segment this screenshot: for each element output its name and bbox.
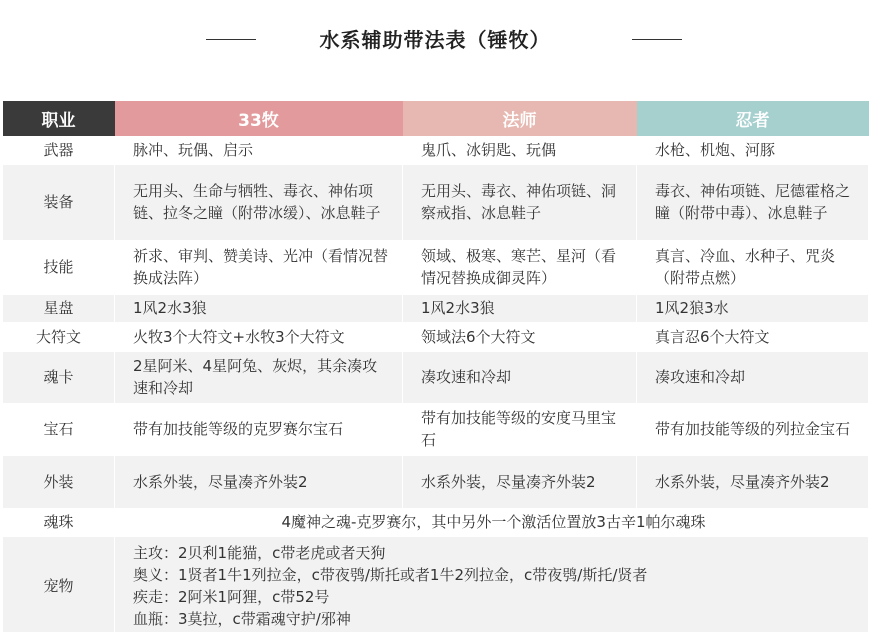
pet-line-potion: 血瓶：3莫拉，c带霜魂守护/邪神 bbox=[133, 610, 351, 628]
row-label: 武器 bbox=[3, 136, 115, 164]
table-row bbox=[3, 164, 869, 240]
table-row bbox=[3, 240, 869, 294]
header-mage: 法师 bbox=[403, 101, 637, 136]
row-label: 星盘 bbox=[3, 294, 115, 322]
title-area bbox=[0, 18, 870, 58]
table-row bbox=[3, 136, 869, 164]
cell-ninja: 毒衣、神佑项链、尼德霍格之瞳（附带中毒）、冰息鞋子 bbox=[637, 164, 869, 240]
cell-ninja: 1风2狼3水 bbox=[637, 294, 869, 322]
header-priest: 33牧 bbox=[115, 101, 403, 136]
row-label: 装备 bbox=[3, 164, 115, 240]
cell-ninja: 水枪、机炮、河豚 bbox=[637, 136, 869, 164]
table-row bbox=[3, 536, 869, 632]
soul-orb-cell: 4魔神之魂-克罗赛尔，其中另外一个激活位置放3古辛1帕尔魂珠 bbox=[115, 508, 869, 536]
cell-priest: 带有加技能等级的克罗赛尔宝石 bbox=[115, 403, 403, 455]
row-label: 外装 bbox=[3, 455, 115, 508]
title-divider-right bbox=[632, 39, 682, 40]
table-row bbox=[3, 455, 869, 508]
table-header-row bbox=[3, 101, 869, 136]
pet-line-main-attack: 主攻：2贝利1能猫，c带老虎或者天狗 bbox=[133, 544, 386, 562]
header-ninja: 忍者 bbox=[637, 101, 869, 136]
cell-mage: 鬼爪、冰钥匙、玩偶 bbox=[403, 136, 637, 164]
loadout-table bbox=[2, 101, 869, 632]
cell-priest: 脉冲、玩偶、启示 bbox=[115, 136, 403, 164]
cell-mage: 领域、极寒、寒芒、星河（看情况替换成御灵阵） bbox=[403, 240, 637, 294]
cell-ninja: 带有加技能等级的列拉金宝石 bbox=[637, 403, 869, 455]
row-label: 宝石 bbox=[3, 403, 115, 455]
row-label: 魂珠 bbox=[3, 508, 115, 536]
cell-ninja: 水系外装，尽量凑齐外装2 bbox=[637, 455, 869, 508]
cell-priest: 2星阿米、4星阿兔、灰烬，其余凑攻速和冷却 bbox=[115, 351, 403, 403]
table-row bbox=[3, 403, 869, 455]
cell-priest: 1风2水3狼 bbox=[115, 294, 403, 322]
cell-mage: 领域法6个大符文 bbox=[403, 322, 637, 351]
page-title: 水系辅助带法表（锤牧） bbox=[319, 28, 551, 52]
cell-priest: 水系外装，尽量凑齐外装2 bbox=[115, 455, 403, 508]
table-row bbox=[3, 351, 869, 403]
cell-ninja: 凑攻速和冷却 bbox=[637, 351, 869, 403]
table-row bbox=[3, 508, 869, 536]
cell-ninja: 真言忍6个大符文 bbox=[637, 322, 869, 351]
pet-line-ultimate: 奥义：1贤者1牛1列拉金，c带夜鸮/斯托或者1牛2列拉金，c带夜鸮/斯托/贤者 bbox=[133, 566, 648, 584]
cell-mage: 凑攻速和冷却 bbox=[403, 351, 637, 403]
cell-mage: 无用头、毒衣、神佑项链、洞察戒指、冰息鞋子 bbox=[403, 164, 637, 240]
cell-priest: 祈求、审判、赞美诗、光冲（看情况替换成法阵） bbox=[115, 240, 403, 294]
cell-mage: 水系外装，尽量凑齐外装2 bbox=[403, 455, 637, 508]
pet-cell bbox=[115, 536, 869, 632]
pet-line-sprint: 疾走：2阿米1阿狸，c带52号 bbox=[133, 588, 330, 606]
cell-priest: 无用头、生命与牺牲、毒衣、神佑项链、拉冬之瞳（附带冰缓）、冰息鞋子 bbox=[115, 164, 403, 240]
row-label: 魂卡 bbox=[3, 351, 115, 403]
row-label: 宠物 bbox=[3, 536, 115, 632]
table-row bbox=[3, 294, 869, 322]
cell-mage: 带有加技能等级的安度马里宝石 bbox=[403, 403, 637, 455]
table-row bbox=[3, 322, 869, 351]
row-label: 技能 bbox=[3, 240, 115, 294]
cell-mage: 1风2水3狼 bbox=[403, 294, 637, 322]
cell-priest: 火牧3个大符文+水牧3个大符文 bbox=[115, 322, 403, 351]
header-profession: 职业 bbox=[3, 101, 115, 136]
cell-ninja: 真言、冷血、水种子、咒炎（附带点燃） bbox=[637, 240, 869, 294]
row-label: 大符文 bbox=[3, 322, 115, 351]
